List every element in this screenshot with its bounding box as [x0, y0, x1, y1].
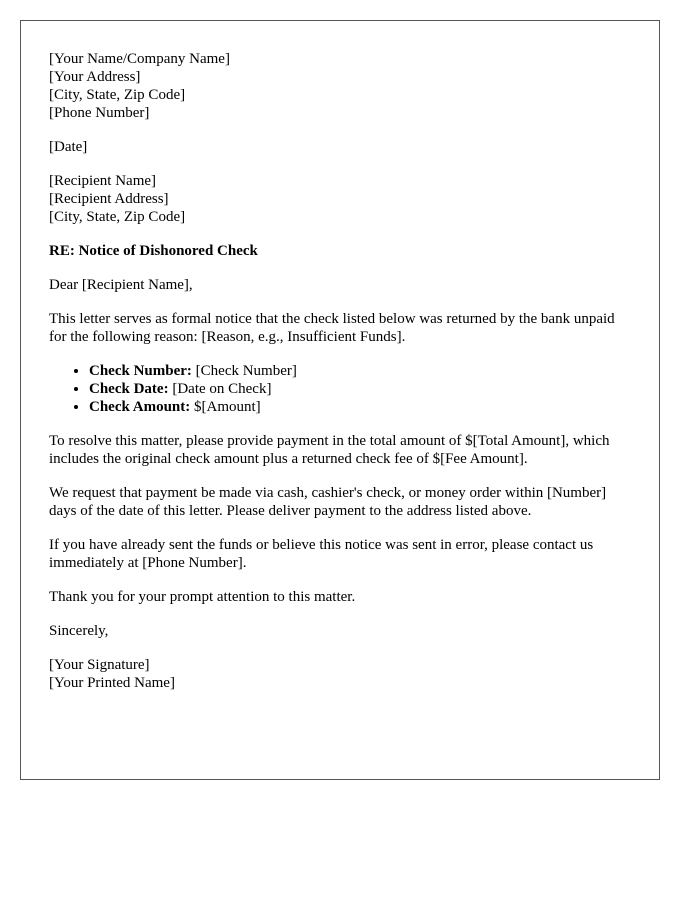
sender-city-state-zip: [City, State, Zip Code]: [49, 87, 186, 103]
sender-block: [49, 50, 631, 122]
check-date-label: Check Date:: [89, 381, 169, 397]
method-block: [49, 484, 631, 520]
letter-page: [20, 20, 660, 780]
payment-block: [49, 432, 631, 468]
recipient-city-state-zip: [City, State, Zip Code]: [49, 209, 186, 225]
contact-block: [49, 536, 631, 572]
sender-phone: [Phone Number]: [49, 105, 150, 121]
check-date-value: [Date on Check]: [168, 381, 272, 397]
thanks-paragraph: Thank you for your prompt attention to this matter.: [49, 589, 356, 605]
signature-block: [49, 656, 631, 692]
subject-line: RE: Notice of Dishonored Check: [49, 243, 258, 259]
contact-paragraph: If you have already sent the funds or believe this notice was sent in error, please contact us immediately at [Phone Number].: [49, 537, 594, 571]
check-detail-item: [89, 398, 631, 416]
sender-address: [Your Address]: [49, 69, 141, 85]
check-amount-label: Check Amount:: [89, 399, 191, 415]
subject-block: [49, 242, 631, 260]
recipient-block: [49, 172, 631, 226]
date-block: [49, 138, 631, 156]
check-details-list: [49, 362, 631, 416]
signature: [Your Signature]: [49, 657, 150, 673]
intro-block: [49, 310, 631, 346]
check-details-block: [49, 362, 631, 416]
thanks-block: [49, 588, 631, 606]
payment-paragraph: To resolve this matter, please provide payment in the total amount of $[Total Amount], which includes the original check amount plus a returned check fee of $[Fee Amount].: [49, 433, 610, 467]
printed-name: [Your Printed Name]: [49, 675, 175, 691]
closing: Sincerely,: [49, 623, 109, 639]
letter-date: [Date]: [49, 139, 88, 155]
check-number-label: Check Number:: [89, 363, 192, 379]
check-detail-item: [89, 362, 631, 380]
recipient-address: [Recipient Address]: [49, 191, 169, 207]
check-number-value: [Check Number]: [191, 363, 297, 379]
intro-paragraph: This letter serves as formal notice that the check listed below was returned by the bank unpaid for the following reason: [Reason, e.g., Insufficient Funds].: [49, 311, 615, 345]
closing-block: [49, 622, 631, 640]
check-amount-value: $[Amount]: [190, 399, 261, 415]
salutation: Dear [Recipient Name],: [49, 277, 193, 293]
payment-method-paragraph: We request that payment be made via cash, cashier's check, or money order within [Number] days of the date of this letter. Please deliver payment to the address listed above.: [49, 485, 607, 519]
salutation-block: [49, 276, 631, 294]
check-detail-item: [89, 380, 631, 398]
recipient-name: [Recipient Name]: [49, 173, 157, 189]
sender-name: [Your Name/Company Name]: [49, 51, 230, 67]
